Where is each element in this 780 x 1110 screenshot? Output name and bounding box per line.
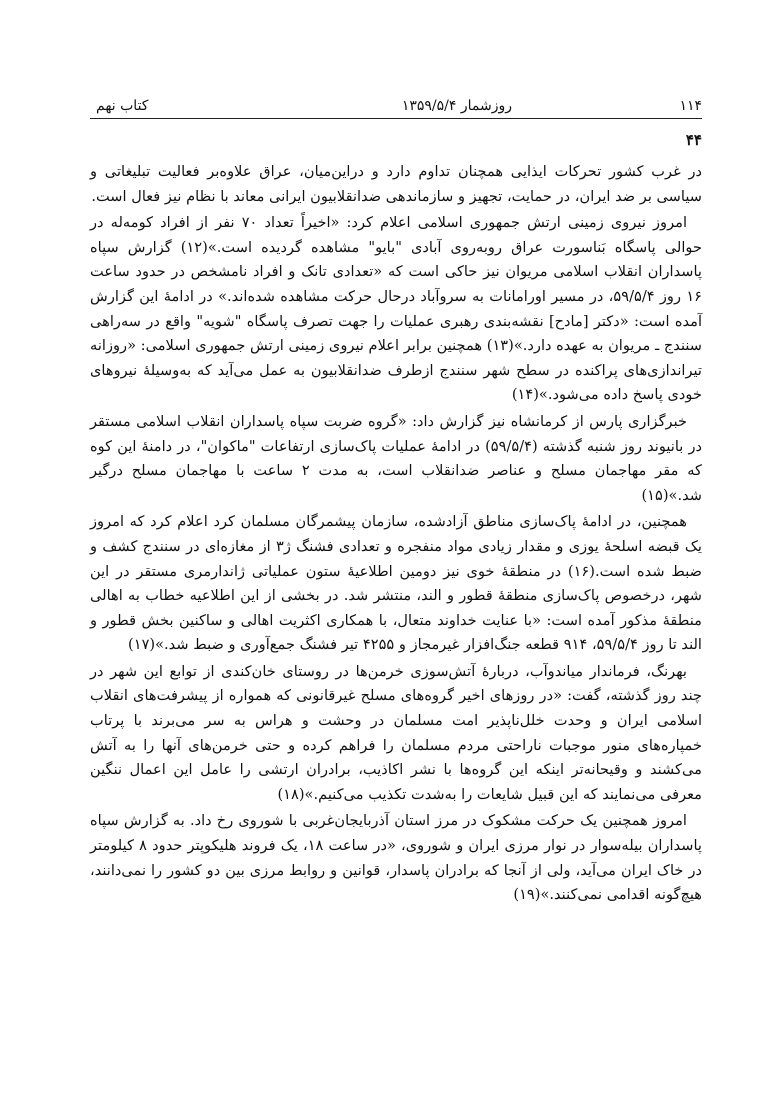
paragraph: بهرنگ، فرماندار میاندوآب، دربارهٔ آتش‌سوزی خرمن‌ها در روستای خان‌کندی از توابع این شهر در چند روز گذشته، گفت: «در روزهای اخیر گروه‌های مسلح غیرقانونی که همواره از پیشرفت‌های انقلاب اسلامی ایران و وحدت خلل‌ناپذیر امت مسلمان در وحشت و هراس به سر می‌برند با پرتاب خمپاره‌های منور موجبات ناراحتی مردم مسلمان را فراهم کرده و حتی خرمن‌های آنها را به آتش می‌کشند و وقیحانه‌تر اینکه این گروه‌ها با نشر اکاذیب، برادران ارتشی را عامل این اعمال ننگین معرفی می‌نمایند که این قبیل شایعات را به‌شدت تکذیب می‌کنیم.»(۱۸) <box>90 662 702 803</box>
paragraph: خبرگزاری پارس از کرمانشاه نیز گزارش داد: «گروه ضربت سپاه پاسداران انقلاب اسلامی مستقر در بانیوند روز شنبه گذشته (۵۹/۵/۴) در ادامهٔ عملیات پاک‌سازی ارتفاعات "ماکوان"، در دامنهٔ این کوه که مقر مهاجمان مسلح و عناصر ضدانقلاب است، به مدت ۲ ساعت با مهاجمان مسلح درگیر شد.»(۱۵) <box>90 412 702 504</box>
book-title: کتاب نهم <box>96 98 149 114</box>
body-text <box>90 160 702 910</box>
page-number: ۱۱۴ <box>679 98 702 114</box>
header-title: روزشمار ۱۳۵۹/۵/۴ <box>401 98 512 114</box>
paragraph: همچنین، در ادامهٔ پاک‌سازی مناطق آزادشده، سازمان پیشمرگان مسلمان کرد اعلام کرد که امروز یک قبضه اسلحهٔ یوزی و مقدار زیادی مواد منفجره و تعدادی فشنگ ژ۳ از مغازه‌ای در سنندج کشف و ضبط شده است.(۱۶) در منطقهٔ خوی نیز دومین اطلاعیهٔ ستون عملیاتی ژاندارمری مستقر در این شهر، درخصوص پاک‌سازی منطقهٔ قطور و الند، منتشر شد. در بخشی از این اطلاعیه خطاب به اهالی منطقهٔ مذکور آمده است: «با عنایت خداوند متعال، با همکاری اکثریت اهالی و ساکنین بخش قطور و الند تا روز ۵۹/۵/۴، ۹۱۴ قطعه جنگ‌افزار غیرمجاز و ۴۲۵۵ تیر فشنگ جمع‌آوری و ضبط شد.»(۱۷) <box>90 513 702 654</box>
running-header <box>90 92 702 119</box>
entry-number: ۴۴ <box>685 131 702 149</box>
paragraph: امروز همچنین یک حرکت مشکوک در مرز استان آذربایجان‌غربی با شوروی رخ داد. به گزارش سپاه پاسداران بیله‌سوار در نوار مرزی ایران و شوروی، «در ساعت ۱۸، یک فروند هلیکوپتر حدود ۸ کیلومتر در خاک ایران می‌آید، ولی از آنجا که برادران پاسدار، قوانین و روابط مرزی بین دو کشور را نمی‌دانند، هیچ‌گونه اقدامی نمی‌کنند.»(۱۹) <box>90 812 702 904</box>
paragraph: در غرب کشور تحرکات ایذایی همچنان تداوم دارد و دراین‌میان، عراق علاوه‌بر فعالیت تبلیغاتی و سیاسی بر ضد ایران، در حمایت، تجهیز و سازماندهی ضدانقلابیون ایرانی معاند با نظام نیز فعال است. <box>90 163 702 205</box>
paragraph: امروز نیروی زمینی ارتش جمهوری اسلامی اعلام کرد: «اخیراً تعداد ۷۰ نفر از افراد کومه‌له در حوالی پاسگاه بَناسورت عراق روبه‌روی آبادی "بایو" مشاهده گردیده است.»(۱۲) گزارش سپاه پاسداران انقلاب اسلامی مریوان نیز حاکی است که «تعدادی تانک و افراد نامشخص در حدود ساعت ۱۶ روز ۵۹/۵/۴، در مسیر اورامانات به سروآباد درحال حرکت مشاهده شده‌اند.» در ادامهٔ این گزارش آمده است: «دکتر [مادح] نقشه‌بندی رهبری عملیات را جهت تصرف پاسگاه "شویه" واقع در سه‌راهی سنندج ـ مریوان به عهده دارد.»(۱۳) همچنین برابر اعلام نیروی زمینی ارتش جمهوری اسلامی: «روزانه تیراندازی‌های پراکنده در سطح شهر سنندج ازطرف ضدانقلابیون به عمل می‌آید که به‌وسیلهٔ نیروهای خودی پاسخ داده می‌شود.»(۱۴) <box>90 214 703 404</box>
